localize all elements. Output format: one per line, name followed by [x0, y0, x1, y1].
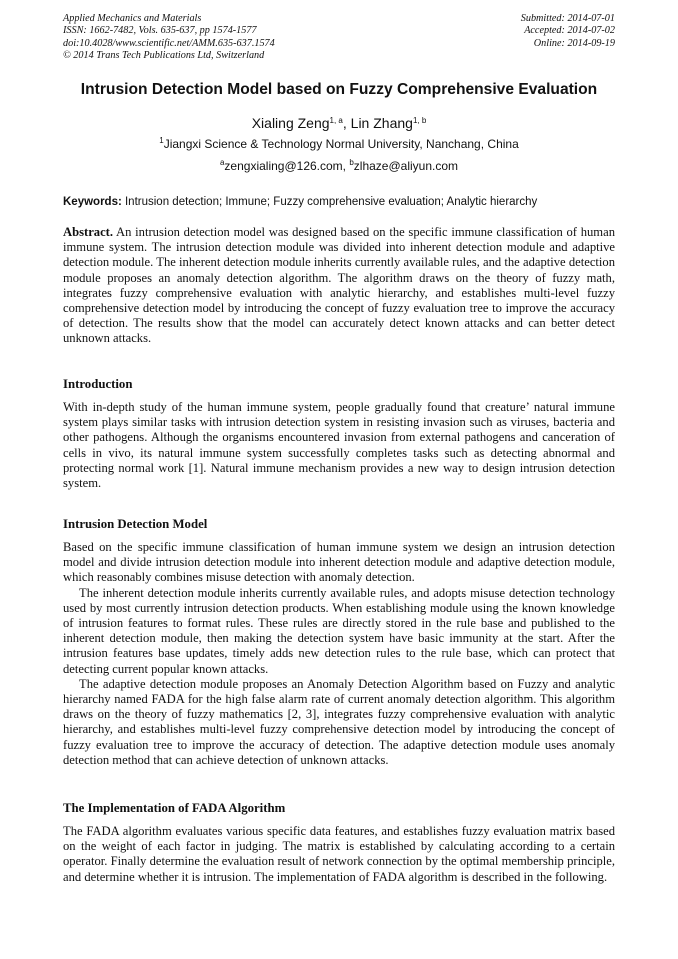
email-separator: ,	[342, 159, 350, 173]
abstract-text: An intrusion detection model was designed based on the specific immune classification of human immune system. The intrusion detection module was divided into inherent detection module and adaptive detection module. The inherent detection module inherits currently available rules, and the adaptive detection module proposes an anomaly detection algorithm. The algorithm draws on the theory of fuzzy math, integrates fuzzy comprehensive evaluation with analytic hierarchy, and establishes multi-level fuzzy comprehensive detection model by introducing the concept of fuzzy evaluation tree to improve the accuracy of detection. The results show that the model can accurately detect known attacks and can better detect unknown attacks.	[63, 225, 615, 346]
affiliation	[0, 137, 678, 151]
keywords-text: Intrusion detection; Immune; Fuzzy comprehensive evaluation; Analytic hierarchy	[121, 196, 538, 208]
section-body	[63, 824, 615, 885]
date-online: Online: 2014-09-19	[533, 37, 615, 49]
section-body	[63, 540, 615, 768]
email-line	[0, 159, 678, 173]
email-address[interactable]: zengxialing@126.com	[224, 159, 343, 173]
journal-header	[63, 13, 275, 62]
author-affiliation-mark: 1, a	[329, 116, 343, 125]
paragraph: Based on the specific immune classification of human immune system we design an intrusion detection model and divide intrusion detection module into inherent detection module and adaptive detection module, which reasonably combines misuse detection with anomaly detection.	[63, 540, 615, 585]
journal-copyright: © 2014 Trans Tech Publications Ltd, Switzerland	[63, 49, 265, 61]
keywords	[63, 196, 615, 208]
journal-issn: ISSN: 1662-7482, Vols. 635-637, pp 1574-1577	[63, 25, 257, 37]
date-accepted: Accepted: 2014-07-02	[524, 25, 615, 37]
email-mark: a	[219, 158, 225, 167]
dates-header	[521, 13, 615, 50]
email-mark: b	[349, 158, 354, 167]
section-body	[63, 400, 615, 491]
section-heading: Introduction	[63, 377, 133, 391]
abstract-label: Abstract.	[63, 225, 114, 239]
author-line	[0, 115, 678, 131]
journal-doi[interactable]: doi:10.4028/www.scientific.net/AMM.635-637.1574	[63, 37, 275, 49]
author-separator: ,	[342, 115, 351, 131]
section-heading: The Implementation of FADA Algorithm	[63, 801, 286, 815]
affiliation-text: Jiangxi Science & Technology Normal University, Nanchang, China	[163, 137, 519, 151]
author-name: Lin Zhang	[350, 115, 413, 131]
journal-name: Applied Mechanics and Materials	[63, 13, 202, 24]
paragraph: The FADA algorithm evaluates various specific data features, and establishes fuzzy evaluation matrix based on the weight of each factor in judging. The matrix is established by calculating according to a certain operator. Finally determine the evaluation result of network connection by the optimal membership principle, and determine whether it is intrusion. The implementation of FADA algorithm is described in the following.	[63, 824, 615, 884]
author-affiliation-mark: 1, b	[412, 116, 427, 125]
paper-title: Intrusion Detection Model based on Fuzzy Comprehensive Evaluation	[80, 81, 598, 98]
date-submitted: Submitted: 2014-07-01	[520, 13, 615, 24]
paragraph: The inherent detection module inherits currently available rules, and adopts misuse detection technology used by most currently intrusion detection products. When establishing module using the known knowledge of intrusion features to format rules. These rules are directly stored in the rule base and published to the inherent detection module, then making the detection system have basic immunity at the start. After the intrusion features base updates, timely adds new detection rules to the rule base, which can protect that detecting current popular known attacks.	[63, 585, 615, 676]
abstract	[63, 225, 615, 347]
paragraph: With in-depth study of the human immune system, people gradually found that creature’ natural immune system plays similar tasks with intrusion detection system in resisting invasion such as viruses, bacteria and other pathogens. Although the organisms encountered invasion from external pathogens and canceration of cells in vivo, its natural immune system successfully completes tasks such as detecting abnormal and protecting normal work [1]. Natural immune mechanism provides a new way to design intrusion detection system.	[63, 400, 615, 491]
keywords-label: Keywords:	[63, 196, 122, 208]
section-heading: Intrusion Detection Model	[63, 517, 208, 531]
email-address[interactable]: zlhaze@aliyun.com	[353, 159, 459, 173]
paragraph: The adaptive detection module proposes an Anomaly Detection Algorithm based on Fuzzy and analytic hierarchy named FADA for the high false alarm rate of current anomaly detection algorithm. This algorithm draws on the theory of fuzzy mathematics [2, 3], integrates fuzzy comprehensive evaluation with analytic hierarchy, and establishes multi-level fuzzy comprehensive detection model by introducing the concept of fuzzy evaluation tree to improve the accuracy of detection. The adaptive detection module uses anomaly detection method that can achieve detection of unknown attacks.	[63, 676, 615, 767]
author-name: Xialing Zeng	[251, 115, 330, 131]
affiliation-mark: 1	[159, 136, 164, 145]
